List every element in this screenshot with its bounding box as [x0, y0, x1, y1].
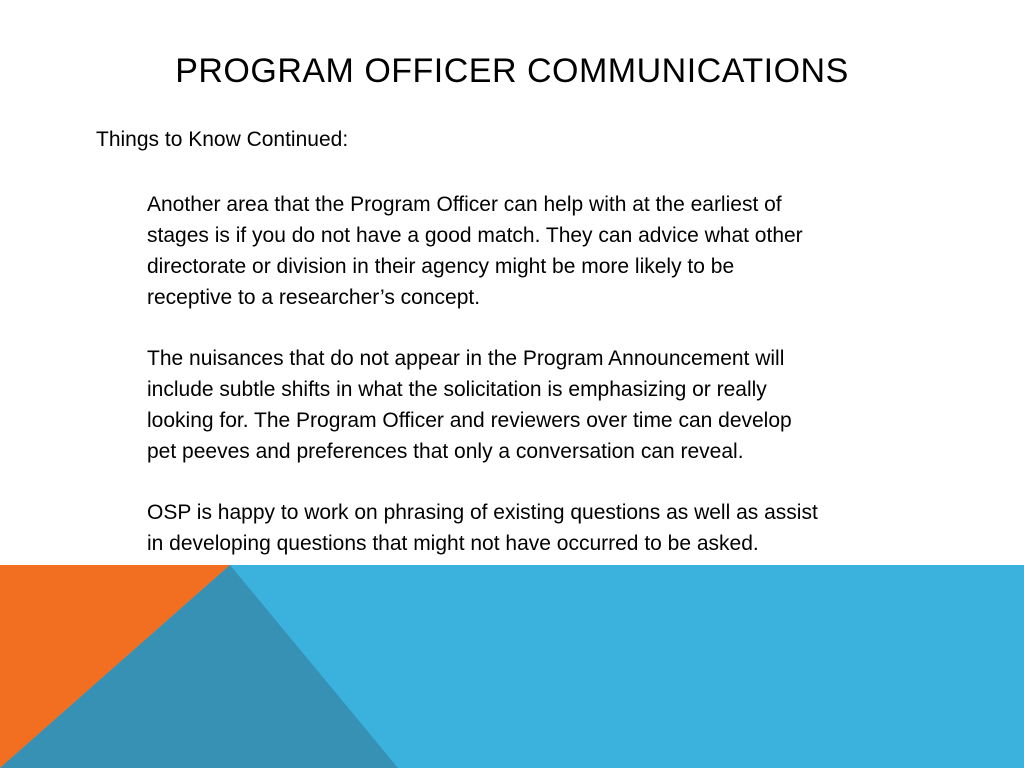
paragraph-osp: OSP is happy to work on phrasing of existing questions as well as assist in developing questions that might not have occurred to be asked. [147, 501, 818, 555]
paragraph-nuisances: The nuisances that do not appear in the Program Announcement will include subtle shifts in what the solicitation is emphasizing or really looking for. The Program Officer and reviewers over time can develop pet peeves and preferences that only a conversation can reveal. [147, 347, 792, 463]
decorative-footer-shapes [0, 565, 1024, 768]
slide-body [147, 189, 927, 589]
paragraph-program-officer-match: Another area that the Program Officer can help with at the earliest of stages is if you do not have a good match. They can advice what other directorate or division in their agency might be more likely to be receptive to a researcher’s concept. [147, 193, 803, 309]
slide-title: PROGRAM OFFICER COMMUNICATIONS [175, 52, 849, 90]
slide-subheading: Things to Know Continued: [96, 128, 349, 151]
